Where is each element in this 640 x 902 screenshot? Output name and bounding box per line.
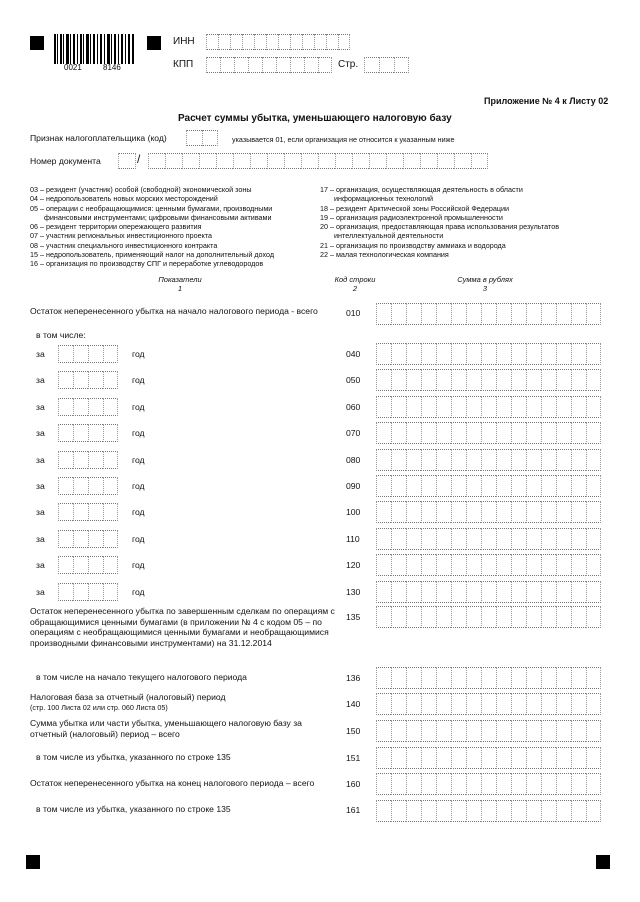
year-row-suffix: год (132, 560, 145, 571)
year-field[interactable] (58, 583, 118, 601)
column-header-indicators: Показатели (158, 275, 202, 284)
code-item: 03 – резидент (участник) особой (свободной) экономической зоны (30, 185, 252, 194)
year-field[interactable] (58, 451, 118, 469)
column-number-3: 3 (482, 284, 488, 293)
barcode-digits-right: 8146 (103, 63, 121, 72)
year-row-suffix: год (132, 454, 145, 465)
year-row-prefix: за (36, 401, 45, 412)
registration-marker-top-right (147, 36, 161, 50)
year-row-suffix: год (132, 533, 145, 544)
row-150-code: 150 (346, 726, 361, 736)
year-row-suffix: год (132, 507, 145, 518)
year-row-suffix: год (132, 401, 145, 412)
year-row-sum-field[interactable] (376, 449, 601, 471)
inn-field[interactable] (206, 34, 350, 50)
year-row-code: 070 (346, 428, 361, 439)
row-140-sum-field[interactable] (376, 693, 601, 715)
year-row-code: 120 (346, 560, 361, 571)
row-135-code: 135 (346, 612, 361, 622)
year-row-sum-field[interactable] (376, 475, 601, 497)
year-row-prefix: за (36, 481, 45, 491)
year-row-suffix: год (132, 481, 145, 491)
row-151-sum-field[interactable] (376, 747, 601, 769)
year-row-sum-field[interactable] (376, 501, 601, 523)
kpp-label: КПП (173, 59, 194, 70)
year-row-code: 130 (346, 586, 361, 597)
year-row-sum-field[interactable] (376, 396, 601, 418)
row-140-label: Налоговая база за отчетный (налоговый) период (30, 692, 226, 702)
row-160-sum-field[interactable] (376, 773, 601, 795)
row-135-sum-field[interactable] (376, 606, 601, 628)
code-item: финансовыми инструментами; цифровыми финансовыми активами (44, 212, 272, 222)
code-item: 18 – резидент Арктической зоны Российской Федерации (320, 203, 509, 213)
year-row-code: 090 (346, 481, 361, 491)
year-row-sum-field[interactable] (376, 528, 601, 550)
row-010-code: 010 (346, 308, 361, 318)
year-row-code: 100 (346, 507, 361, 518)
year-field[interactable] (58, 503, 118, 521)
year-field[interactable] (58, 477, 118, 495)
including-label: в том числе: (36, 330, 86, 340)
year-row-code: 110 (346, 533, 360, 544)
code-item: 22 – малая технологическая компания (320, 250, 449, 260)
year-field[interactable] (58, 345, 118, 363)
row-151-code: 151 (346, 753, 361, 763)
year-row-prefix: за (36, 454, 45, 465)
row-010-label: Остаток неперенесенного убытка на начало налогового периода - всего (30, 306, 318, 316)
registration-marker-bottom-left (26, 855, 40, 869)
doc-number-field-part2[interactable] (148, 153, 488, 169)
row-010-sum-field[interactable] (376, 303, 601, 325)
year-field[interactable] (58, 530, 118, 548)
page-number-field[interactable] (364, 57, 409, 73)
barcode (54, 34, 134, 64)
kpp-field[interactable] (206, 57, 332, 73)
year-row-prefix: за (36, 349, 45, 359)
code-item: 08 – участник специального инвестиционного контракта (30, 240, 218, 250)
code-item: 06 – резидент территории опережающего развития (30, 222, 202, 232)
code-item: информационных технологий (334, 194, 434, 204)
inn-label: ИНН (173, 36, 195, 47)
registration-marker-bottom-right (596, 855, 610, 869)
code-item: интеллектуальной деятельности (334, 231, 444, 241)
row-161-label: в том числе из убытка, указанного по строке 135 (36, 804, 231, 814)
year-row-suffix: год (132, 375, 145, 386)
year-field[interactable] (58, 556, 118, 574)
year-row-sum-field[interactable] (376, 422, 601, 444)
row-160-code: 160 (346, 779, 361, 789)
year-row-code: 060 (346, 401, 361, 412)
row-150-sum-field[interactable] (376, 720, 601, 742)
taxpayer-sign-field[interactable] (186, 130, 218, 146)
column-header-sum: Сумма в рублях (457, 275, 513, 284)
code-item: 16 – организация по производству СПГ и переработке углеводородов (30, 259, 264, 269)
year-row-code: 080 (346, 454, 361, 465)
row-140-code: 140 (346, 699, 361, 709)
year-row-prefix: за (36, 533, 45, 544)
year-row-sum-field[interactable] (376, 554, 601, 576)
year-row-code: 050 (346, 375, 361, 386)
code-item: 15 – недропользователь, применяющий налог на дополнительный доход (30, 250, 275, 260)
row-136-sum-field[interactable] (376, 667, 601, 689)
code-item: 17 – организация, осуществляющая деятельность в области (320, 185, 523, 194)
year-row-sum-field[interactable] (376, 369, 601, 391)
taxpayer-sign-hint: указывается 01, если организация не относится к указанным ниже (232, 135, 455, 144)
year-row-sum-field[interactable] (376, 343, 601, 365)
appendix-label: Приложение № 4 к Листу 02 (484, 96, 609, 106)
year-row-prefix: за (36, 560, 45, 571)
codes-list-right (320, 185, 559, 259)
row-150-label: Сумма убытка или части убытка, уменьшающего налоговую базу за отчетный (налоговый) период – всего (30, 718, 302, 739)
year-row-prefix: за (36, 586, 45, 597)
doc-number-label: Номер документа (30, 156, 101, 166)
code-item: 04 – недропользователь новых морских месторождений (30, 194, 218, 204)
year-field[interactable] (58, 371, 118, 389)
column-number-2: 2 (352, 284, 358, 293)
year-row-prefix: за (36, 375, 45, 386)
row-161-sum-field[interactable] (376, 800, 601, 822)
row-160-label: Остаток неперенесенного убытка на конец налогового периода – всего (30, 778, 315, 788)
taxpayer-sign-label: Признак налогоплательщика (код) (30, 133, 167, 143)
doc-number-separator: / (137, 152, 141, 166)
code-item: 19 – организация радиоэлектронной промышленности (320, 212, 503, 222)
year-row-prefix: за (36, 507, 45, 518)
row-161-code: 161 (346, 805, 361, 815)
column-number-1: 1 (177, 284, 183, 293)
page-title: Расчет суммы убытка, уменьшающего налоговую базу (178, 113, 452, 124)
column-header-code: Код строки (334, 275, 376, 284)
year-row-sum-field[interactable] (376, 581, 601, 603)
year-row-prefix: за (36, 428, 45, 439)
registration-marker-top-left (30, 36, 44, 50)
row-140-sublabel: (стр. 100 Листа 02 или стр. 060 Листа 05) (30, 703, 168, 712)
row-135-label: Остаток неперенесенного убытка по завершенным сделкам по операциям с обращающимися ценными бумагами (в приложении № 4 с кодом 05 – по операциям с необращающимися ценными бумагами и необращающимися производными финансовыми инструментами) на 31.12.2014 (30, 606, 335, 648)
year-row-suffix: год (132, 586, 145, 597)
row-151-label: в том числе из убытка, указанного по строке 135 (36, 752, 231, 762)
year-row-suffix: год (132, 428, 145, 439)
barcode-digits-left: 0021 (64, 63, 82, 72)
year-row-code: 040 (346, 349, 361, 359)
row-136-label: в том числе на начало текущего налогового периода (36, 672, 247, 682)
row-136-code: 136 (346, 673, 361, 683)
code-item: 05 – операции с необращающимися: ценными бумагами, производными (30, 203, 273, 213)
year-field[interactable] (58, 398, 118, 416)
code-item: 21 – организация по производству аммиака и водорода (320, 240, 506, 250)
code-item: 07 – участник региональных инвестиционного проекта (30, 231, 213, 241)
year-field[interactable] (58, 424, 118, 442)
doc-number-field-part1[interactable] (118, 153, 136, 169)
codes-list-left (30, 185, 274, 269)
page-label: Стр. (338, 59, 359, 70)
year-row-suffix: год (132, 349, 145, 359)
code-item: 20 – организация, предоставляющая права использования результатов (320, 222, 560, 232)
